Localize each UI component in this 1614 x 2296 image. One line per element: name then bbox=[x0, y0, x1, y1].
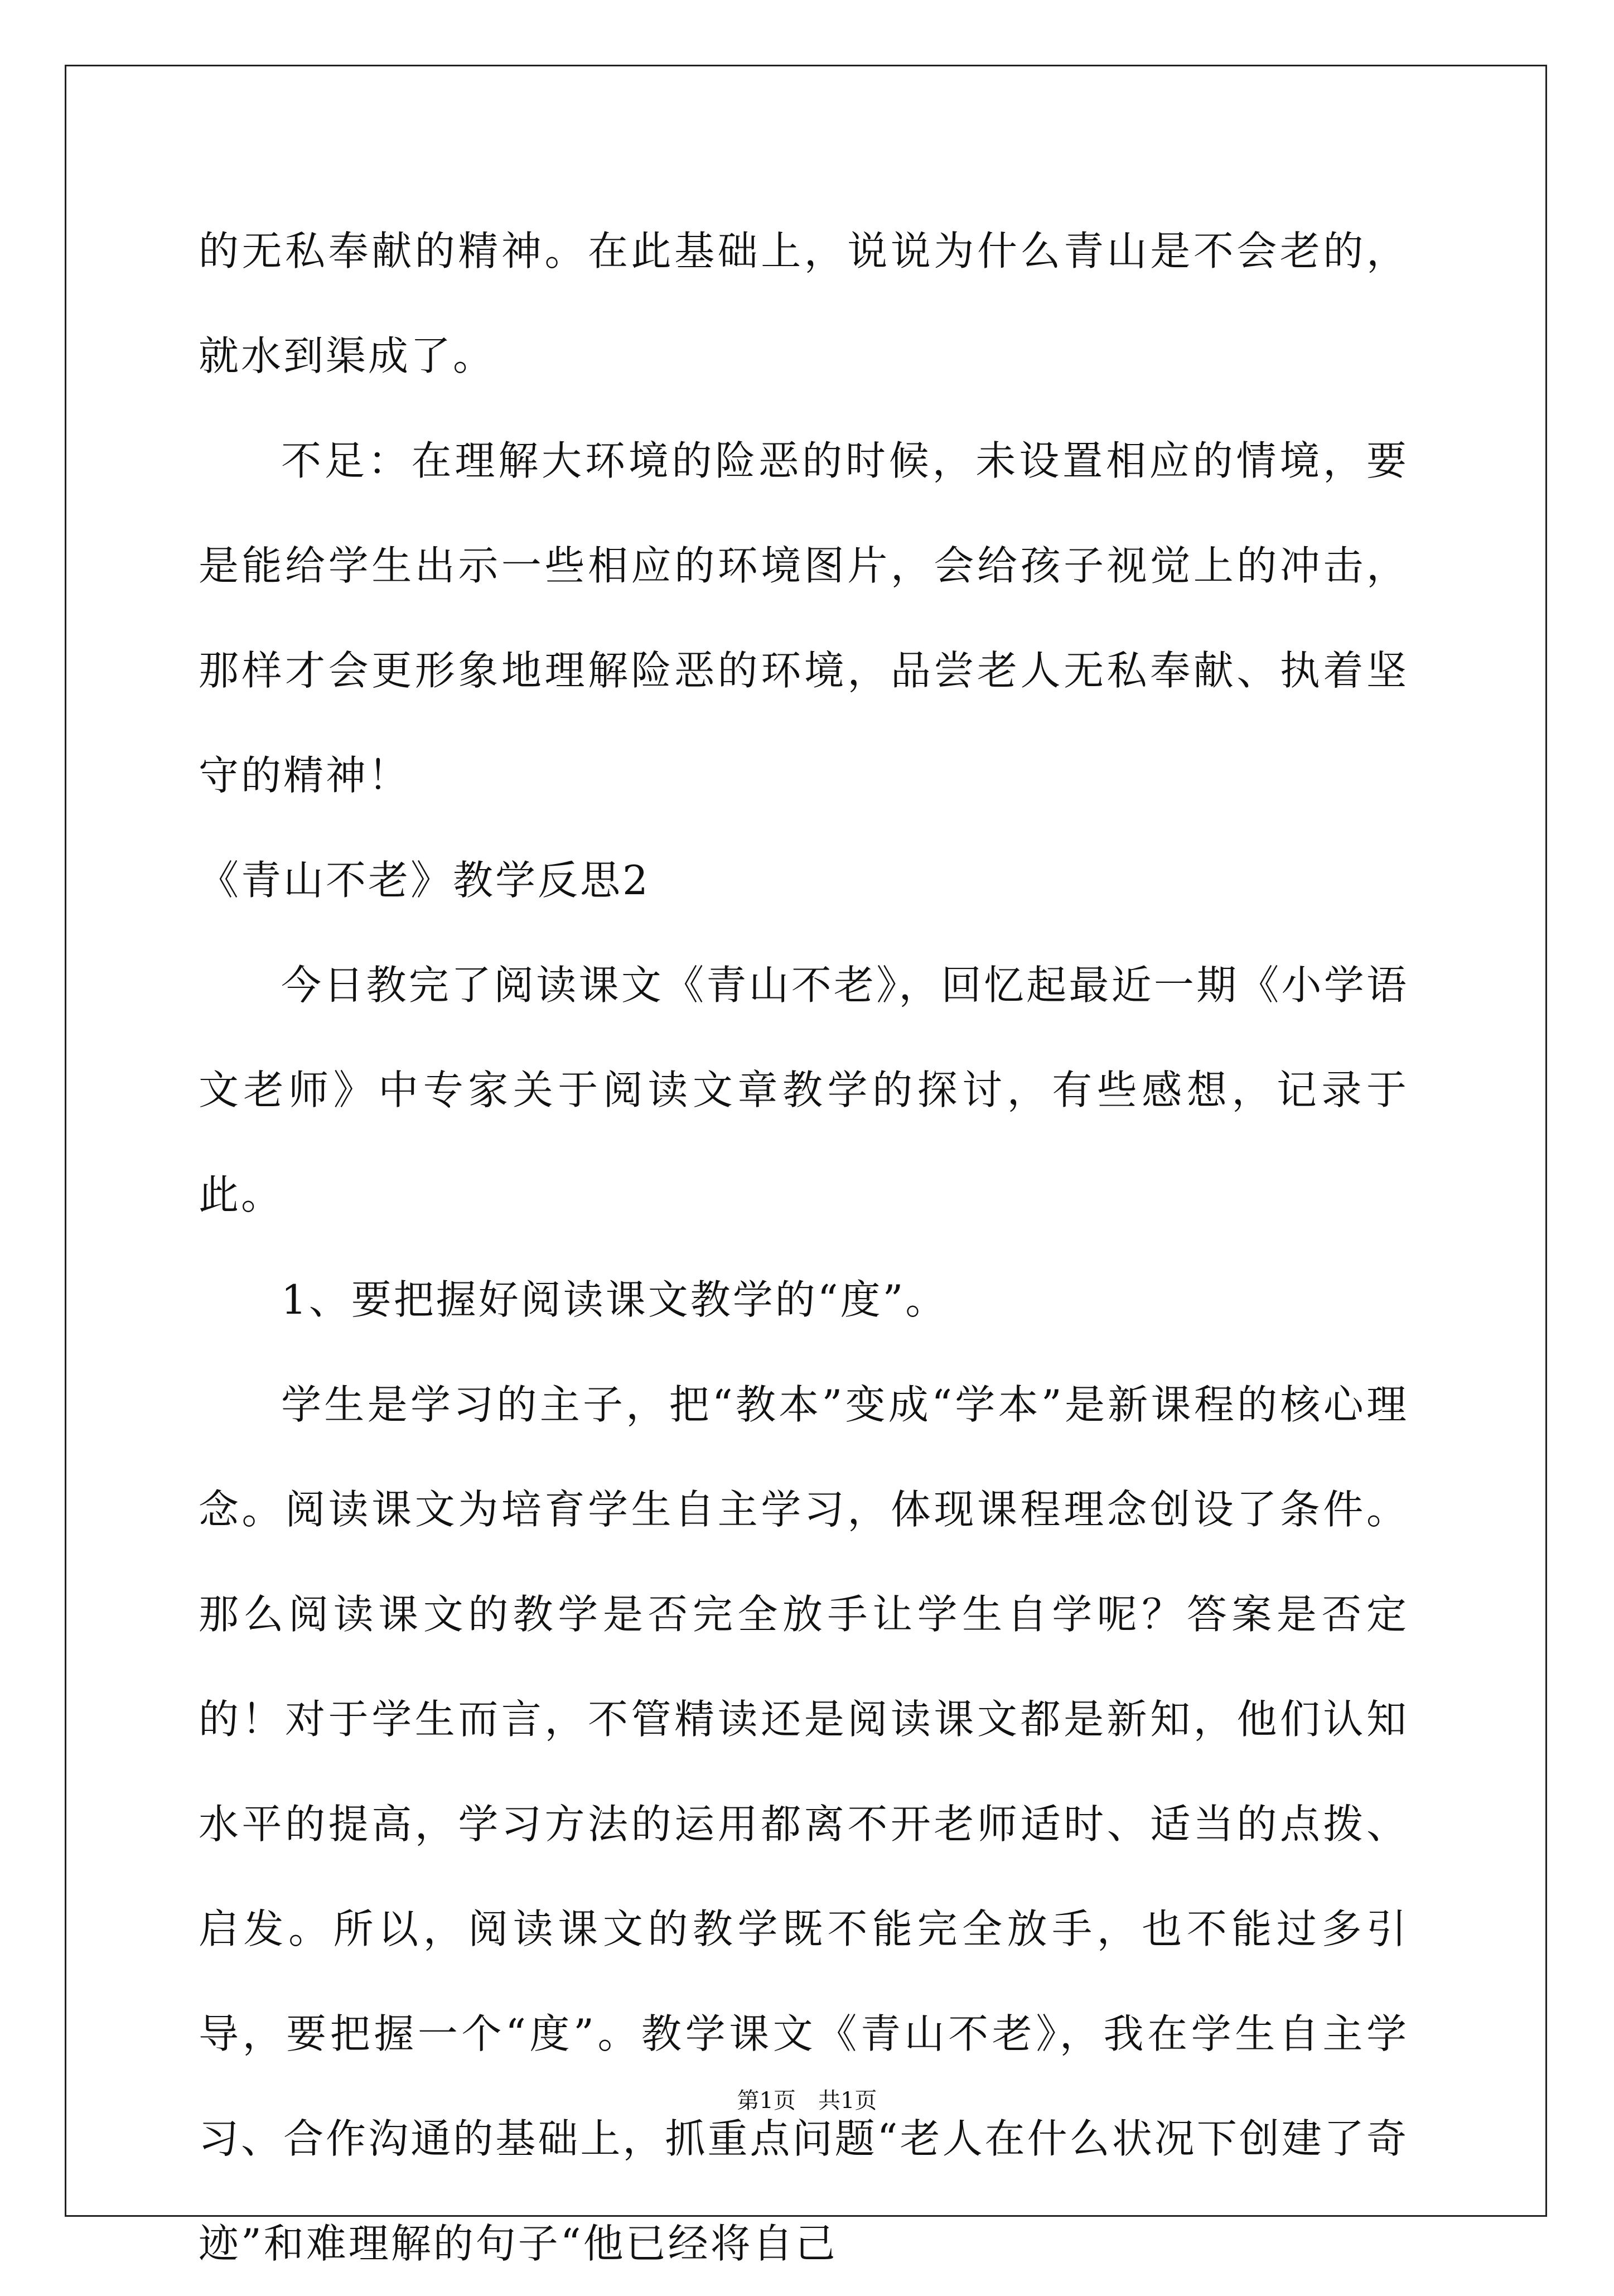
paragraph-continued: 的无私奉献的精神。在此基础上，说说为什么青山是不会老的，就水到渠成了。 bbox=[199, 228, 1409, 379]
paragraph-shortcomings: 不足：在理解大环境的险恶的时候，未设置相应的情境，要是能给学生出示一些相应的环境图片，会给孩子视觉上的冲击，那样才会更形象地理解险恶的环境，品尝老人无私奉献、执着坚守的精神！ bbox=[199, 437, 1409, 799]
section-heading: 《青山不老》教学反思2 bbox=[199, 857, 650, 904]
document-body bbox=[199, 199, 1409, 2296]
paragraph-intro: 今日教完了阅读课文《青山不老》，回忆起最近一期《小学语文老师》中专家关于阅读文章教学的探讨，有些感想，记录于此。 bbox=[199, 962, 1409, 1218]
paragraph-body: 学生是学习的主子，把“教本”变成“学本”是新课程的核心理念。阅读课文为培育学生自主学习，体现课程理念创设了条件。那么阅读课文的教学是否完全放手让学生自学呢？答案是否定的！对于学生而言，不管精读还是阅读课文都是新知，他们认知水平的提高，学习方法的运用都离不开老师适时、适当的点拨、启发。所以，阅读课文的教学既不能完全放手，也不能过多引导，要把握一个“度”。教学课文《青山不老》，我在学生自主学习、合作沟通的基础上，抓重点问题“老人在什么状况下创建了奇迹”和难理解的句子“他已经将自己 bbox=[199, 1381, 1409, 2267]
page-footer: 第1页 共1页 bbox=[737, 2088, 877, 2114]
paragraph-point-1: 1、要把握好阅读课文教学的“度”。 bbox=[281, 1276, 948, 1323]
